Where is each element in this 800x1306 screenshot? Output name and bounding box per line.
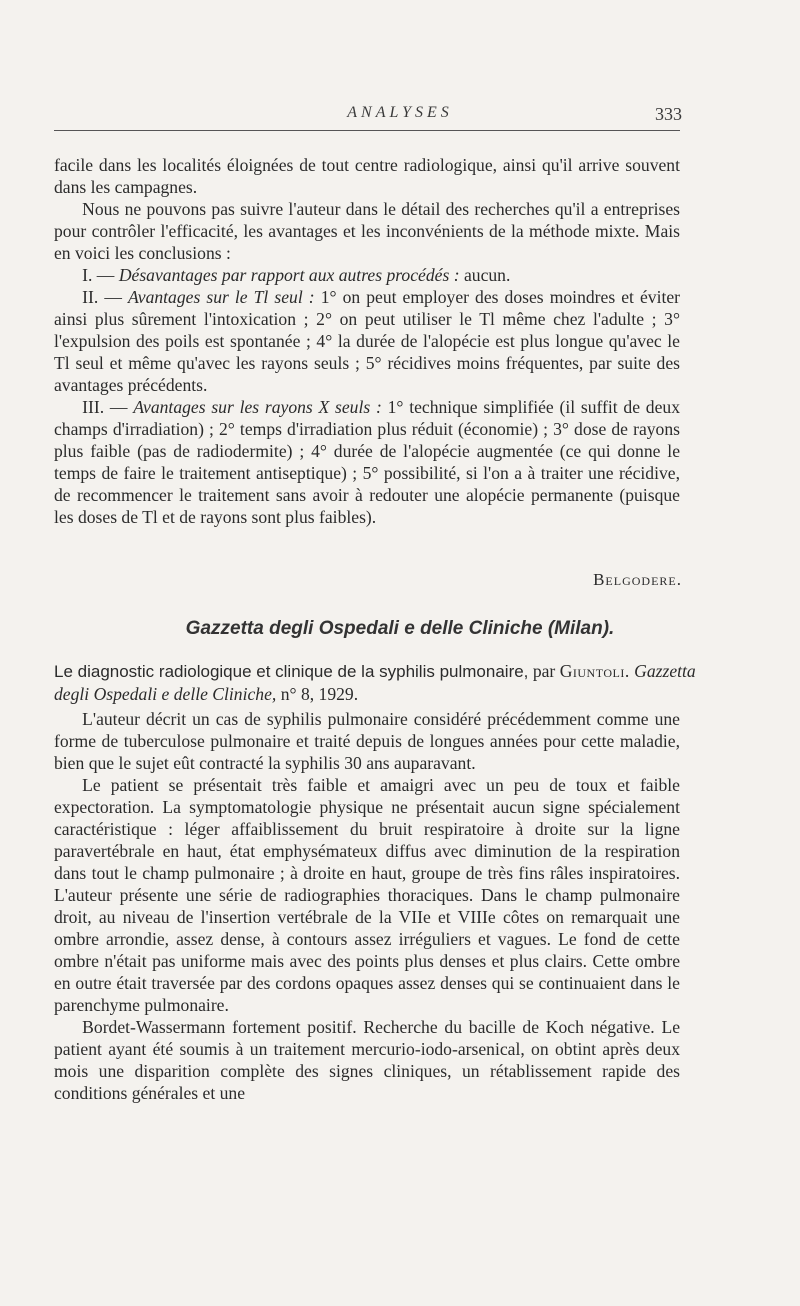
item-heading: Désavantages par rapport aux autres procédés : [118, 265, 460, 285]
item-heading: Avantages sur le Tl seul : [127, 287, 315, 307]
article-author: Giuntoli. [559, 661, 630, 681]
item-number: III. — [82, 397, 128, 417]
running-title: ANALYSES [347, 104, 453, 121]
item-text: 1° technique simplifiée (il suffit de deux champs d'irradiation) ; 2° temps d'irradiation plus réduit (économie) ; 3° dose de rayons plus faible (pas de radiodermite) ; 4° durée de l'alopécie augmentée (ce qui donne le temps de faire le traitement antiseptique) ; 5° possibilité, si l'on a à traiter une récidive, de recommencer le traitement sans avoir à redouter une alopécie permanente (puisque les doses de Tl et de rayons sont plus faibles). [54, 397, 680, 527]
item-number: I. — [82, 265, 115, 285]
paragraph: Le patient se présentait très faible et amaigri avec un peu de toux et faible expectoration. La symptomatologie physique ne présentait aucun signe spécialement caractéristique : léger affaiblissement du bruit respiratoire à droite sur la ligne paravertébrale en haut, état emphysémateux diffus avec diminution de la respiration dans tout le champ pulmonaire ; à droite en haut, groupe de très fins râles inspiratoires. L'auteur présente une série de radiographies thoraciques. Dans le champ pulmonaire droit, au niveau de l'insertion vertébrale de la VIIe et VIIIe côtes on remarquait une ombre arrondie, assez dense, à contours assez irréguliers et vagues. Le fond de cette ombre n'était pas uniforme mais avec des points plus denses et plus clairs. Cette ombre en outre était traversée par des cordons opaques assez denses qui se continuaient dans le parenchyme pulmonaire. [54, 775, 680, 1015]
item-text: 1° on peut employer des doses moindres et éviter ainsi plus sûrement l'intoxication ; 2° on peut utiliser le Tl même chez l'adulte ; 3° l'expulsion des poils est spontanée ; 4° la durée de l'alopécie est plus longue qu'avec le Tl seul et même qu'avec les rayons seuls ; 5° récidives moins fréquentes, par suite des avantages précédents. [54, 287, 681, 395]
conclusion-item [54, 286, 680, 396]
item-text: aucun. [463, 265, 511, 285]
item-heading: Avantages sur les rayons X seuls : [133, 397, 382, 417]
article-title [54, 660, 714, 705]
paragraph: Bordet-Wassermann fortement positif. Recherche du bacille de Koch négative. Le patient ayant été soumis à un traitement mercurio-iodo-arsenical, on obtint après deux mois une disparition complète des signes cliniques, un rétablissement rapide des conditions générales et une [54, 1017, 680, 1103]
item-number: II. — [82, 287, 122, 307]
conclusion-item [54, 264, 680, 286]
article-issue: n° 8, 1929. [280, 684, 359, 704]
paragraph: facile dans les localités éloignées de tout centre radiologique, ainsi qu'il arrive souvent dans les campagnes. [54, 155, 680, 197]
conclusion-item [54, 396, 680, 528]
article-by: par [532, 661, 556, 681]
journal-heading: Gazzetta degli Ospedali e delle Cliniche (Milan). [185, 618, 615, 639]
header-rule [54, 130, 680, 131]
article-title-text: Le diagnostic radiologique et clinique de la syphilis pulmonaire, [54, 662, 529, 681]
page-number: 333 [655, 104, 682, 124]
article-journal: Gazzetta degli Ospedali e delle Cliniche, [54, 661, 696, 704]
author-signature: Belgodere. [593, 570, 682, 589]
analysis-text-continued [54, 154, 680, 528]
article-body [54, 708, 680, 1104]
paragraph: L'auteur décrit un cas de syphilis pulmonaire considéré précédemment comme une forme de tuberculose pulmonaire et traité depuis de longues années pour cette maladie, bien que le sujet eût contracté la syphilis 30 ans auparavant. [54, 709, 680, 773]
paragraph: Nous ne pouvons pas suivre l'auteur dans le détail des recherches qu'il a entreprises pour contrôler l'efficacité, les avantages et les inconvénients de la méthode mixte. Mais en voici les conclusions : [54, 199, 680, 263]
